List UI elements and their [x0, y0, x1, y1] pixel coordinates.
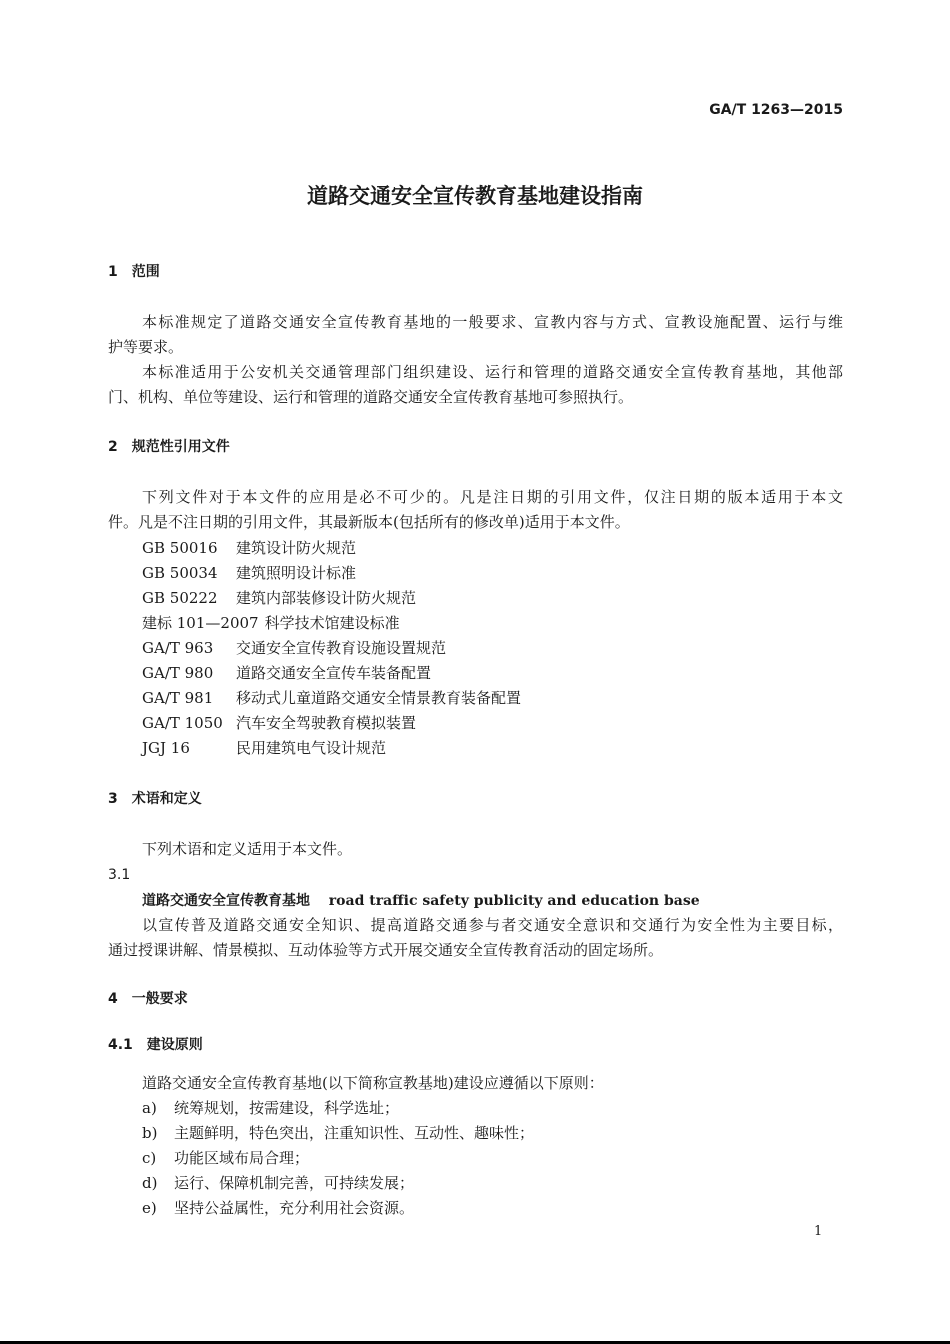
paragraph-line: 本标准适用于公安机关交通管理部门组织建设、运行和管理的道路交通安全宣传教育基地，其他部 — [142, 363, 843, 381]
reference-title: 移动式儿童道路交通安全情景教育装备配置 — [236, 689, 522, 707]
list-item — [142, 1123, 534, 1143]
paragraph-line: 本标准规定了道路交通安全宣传教育基地的一般要求、宣教内容与方式、宣教设施配置、运行与维 — [142, 313, 843, 331]
reference-code: GA/T 980 — [142, 664, 214, 682]
reference-title: 交通安全宣传教育设施设置规范 — [236, 639, 447, 657]
paragraph-line: 下列文件对于本文件的应用是必不可少的。凡是注日期的引用文件，仅注日期的版本适用于本文 — [142, 488, 843, 506]
term-english: road traffic safety publicity and education base — [328, 893, 700, 909]
paragraph-line: 下列术语和定义适用于本文件。 — [142, 840, 353, 858]
reference-item — [142, 688, 521, 708]
reference-code: JGJ 16 — [142, 739, 190, 757]
list-label: c) — [142, 1149, 157, 1167]
list-label: b) — [142, 1124, 158, 1142]
list-text: 运行、保障机制完善，可持续发展； — [174, 1174, 415, 1192]
reference-code: GB 50222 — [142, 589, 218, 607]
reference-item — [142, 738, 386, 758]
list-label: a) — [142, 1099, 157, 1117]
paragraph-line: 护等要求。 — [108, 338, 184, 356]
reference-item — [142, 613, 400, 633]
term-chinese: 道路交通安全宣传教育基地 — [142, 893, 310, 909]
paragraph-line: 以宣传普及道路交通安全知识、提高道路交通参与者交通安全意识和交通行为安全性为主要目标， — [142, 916, 843, 934]
reference-code: GB 50034 — [142, 564, 218, 582]
list-text: 主题鲜明，特色突出，注重知识性、互动性、趣味性； — [174, 1124, 535, 1142]
section-1-heading: 1 范围 — [108, 264, 160, 280]
section-3-heading: 3 术语和定义 — [108, 791, 202, 807]
reference-title: 建筑内部装修设计防火规范 — [236, 589, 417, 607]
reference-title: 建筑照明设计标准 — [236, 564, 357, 582]
reference-code: GB 50016 — [142, 539, 218, 557]
paragraph-line: 通过授课讲解、情景模拟、互动体验等方式开展交通安全宣传教育活动的固定场所。 — [108, 941, 664, 959]
document-title: 道路交通安全宣传教育基地建设指南 — [307, 184, 643, 208]
term-number: 3.1 — [108, 867, 131, 883]
reference-code: GA/T 963 — [142, 639, 214, 657]
reference-title: 建筑设计防火规范 — [236, 539, 357, 557]
list-label: e) — [142, 1199, 157, 1217]
section-4-heading: 4 一般要求 — [108, 991, 188, 1007]
reference-title: 民用建筑电气设计规范 — [236, 739, 387, 757]
reference-item — [142, 538, 356, 558]
reference-code: GA/T 981 — [142, 689, 214, 707]
list-text: 统筹规划，按需建设，科学选址； — [174, 1099, 400, 1117]
list-item — [142, 1173, 414, 1193]
paragraph-line: 件。凡是不注日期的引用文件，其最新版本(包括所有的修改单)适用于本文件。 — [108, 513, 630, 531]
section-4-1-heading: 4.1 建设原则 — [108, 1037, 203, 1053]
reference-title: 道路交通安全宣传车装备配置 — [236, 664, 432, 682]
paragraph-line: 门、机构、单位等建设、运行和管理的道路交通安全宣传教育基地可参照执行。 — [108, 388, 634, 406]
list-item — [142, 1148, 309, 1168]
list-text: 坚持公益属性，充分利用社会资源。 — [174, 1199, 415, 1217]
list-label: d) — [142, 1174, 158, 1192]
reference-code: GA/T 1050 — [142, 714, 223, 732]
list-item — [142, 1198, 414, 1218]
page-number: 1 — [814, 1224, 823, 1239]
reference-title: 科学技术馆建设标准 — [264, 614, 400, 632]
term-entry — [142, 890, 700, 911]
list-item — [142, 1098, 399, 1118]
reference-item — [142, 588, 416, 608]
reference-title: 汽车安全驾驶教育模拟装置 — [236, 714, 417, 732]
paragraph-line: 道路交通安全宣传教育基地(以下简称宣教基地)建设应遵循以下原则： — [142, 1074, 604, 1092]
document-number: GA/T 1263—2015 — [709, 102, 843, 118]
reference-item — [142, 563, 356, 583]
list-text: 功能区域布局合理； — [174, 1149, 310, 1167]
reference-item — [142, 713, 416, 733]
section-2-heading: 2 规范性引用文件 — [108, 439, 230, 455]
reference-code: 建标 101—2007 — [142, 614, 259, 632]
reference-item — [142, 638, 446, 658]
reference-item — [142, 663, 431, 683]
